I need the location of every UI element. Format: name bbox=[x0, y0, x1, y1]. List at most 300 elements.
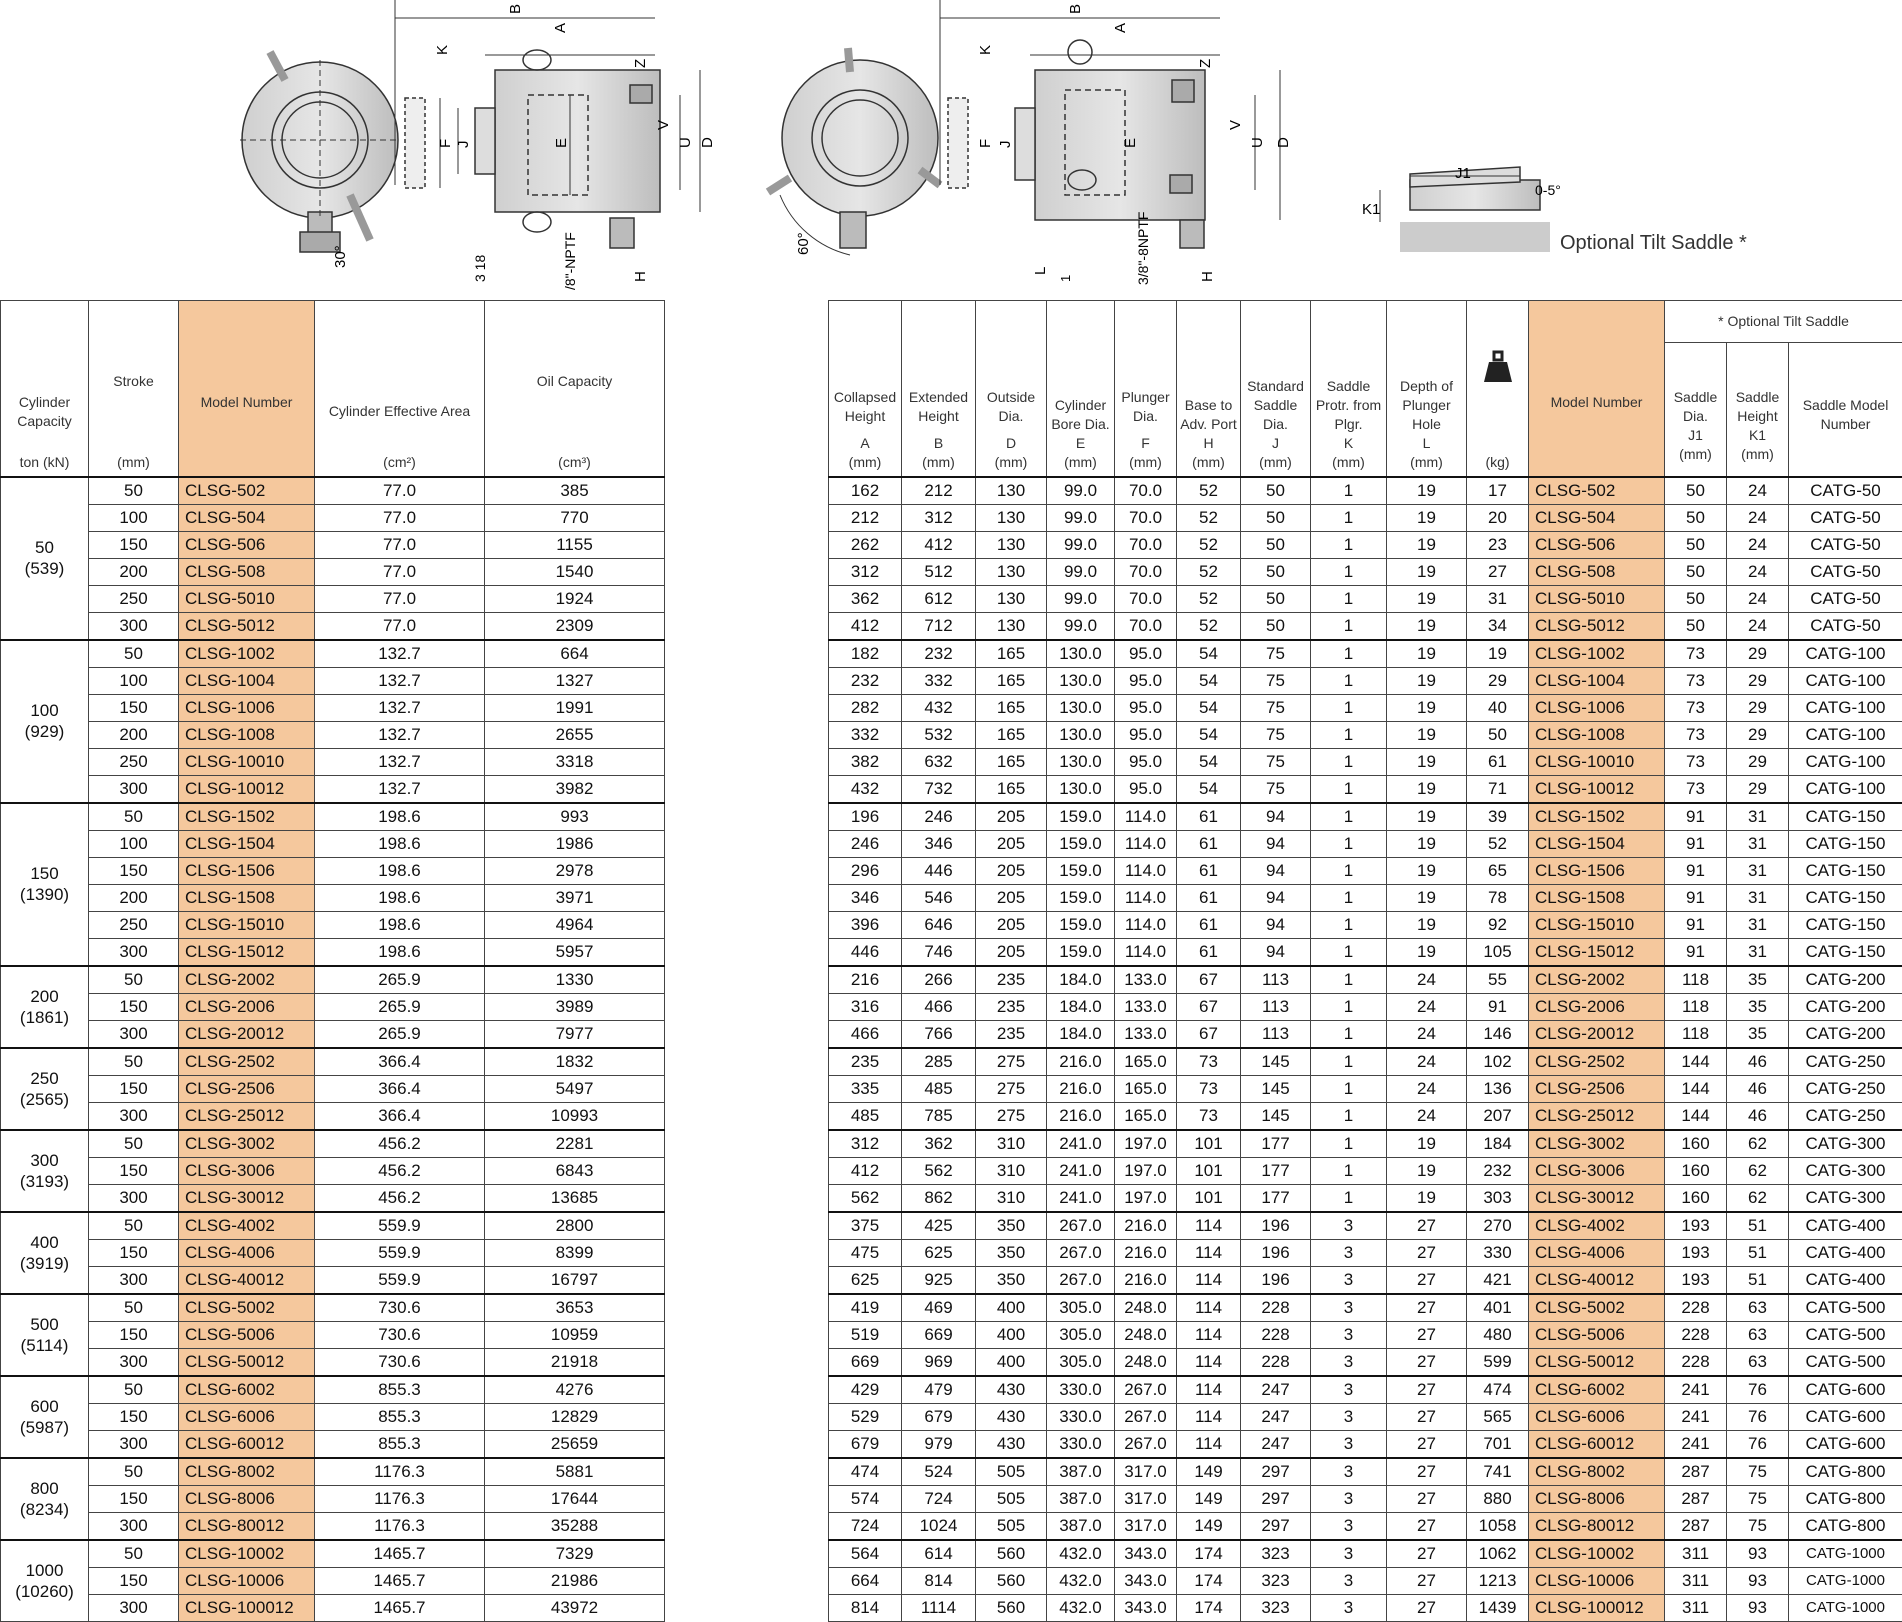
area-cell: 198.6 bbox=[315, 803, 485, 831]
weight-cell: 1062 bbox=[1467, 1540, 1529, 1568]
stroke-cell: 150 bbox=[89, 1485, 179, 1512]
L-cell: 27 bbox=[1387, 1321, 1467, 1348]
dim-E-right: E bbox=[1122, 138, 1139, 148]
saddle-model-cell: CATG-100 bbox=[1789, 721, 1902, 748]
K-cell: 3 bbox=[1311, 1485, 1387, 1512]
K1-cell: 62 bbox=[1727, 1157, 1789, 1184]
A-cell: 212 bbox=[829, 504, 902, 531]
K-cell: 1 bbox=[1311, 694, 1387, 721]
J1-cell: 118 bbox=[1665, 1020, 1727, 1048]
model-cell: CLSG-40012 bbox=[179, 1266, 315, 1294]
header-oil-label: Oil Capacity bbox=[485, 372, 664, 391]
H-cell: 114 bbox=[1177, 1430, 1241, 1458]
header-E-label: Cylinder Bore Dia. bbox=[1047, 396, 1114, 434]
A-cell: 429 bbox=[829, 1376, 902, 1404]
H-cell: 54 bbox=[1177, 721, 1241, 748]
stroke-cell: 200 bbox=[89, 884, 179, 911]
stroke-cell: 150 bbox=[89, 1157, 179, 1184]
A-cell: 412 bbox=[829, 612, 902, 640]
oil-cell: 3989 bbox=[485, 993, 665, 1020]
area-cell: 366.4 bbox=[315, 1102, 485, 1130]
L-cell: 19 bbox=[1387, 911, 1467, 938]
weight-cell: 55 bbox=[1467, 966, 1529, 994]
F-cell: 70.0 bbox=[1115, 504, 1177, 531]
H-cell: 52 bbox=[1177, 531, 1241, 558]
D-cell: 130 bbox=[976, 504, 1047, 531]
K-cell: 1 bbox=[1311, 911, 1387, 938]
header-saddle-model-label: Saddle Model Number bbox=[1789, 396, 1902, 434]
model-cell: CLSG-10006 bbox=[1529, 1567, 1665, 1594]
header-K1-units: (mm) bbox=[1727, 445, 1788, 464]
header-J1-label: Saddle Dia. bbox=[1665, 388, 1726, 426]
stroke-cell: 50 bbox=[89, 1458, 179, 1486]
model-cell: CLSG-100012 bbox=[179, 1594, 315, 1621]
A-cell: 262 bbox=[829, 531, 902, 558]
E-cell: 99.0 bbox=[1047, 531, 1115, 558]
saddle-model-cell: CATG-200 bbox=[1789, 966, 1902, 994]
L-cell: 27 bbox=[1387, 1567, 1467, 1594]
L-cell: 27 bbox=[1387, 1239, 1467, 1266]
J-cell: 50 bbox=[1241, 504, 1311, 531]
weight-cell: 29 bbox=[1467, 667, 1529, 694]
capacity-ton: 250 bbox=[1, 1068, 88, 1089]
H-cell: 52 bbox=[1177, 477, 1241, 505]
E-cell: 330.0 bbox=[1047, 1403, 1115, 1430]
K-cell: 1 bbox=[1311, 667, 1387, 694]
E-cell: 159.0 bbox=[1047, 884, 1115, 911]
saddle-model-cell: CATG-600 bbox=[1789, 1376, 1902, 1404]
B-cell: 969 bbox=[902, 1348, 976, 1376]
L-cell: 19 bbox=[1387, 504, 1467, 531]
D-cell: 205 bbox=[976, 857, 1047, 884]
table-row bbox=[1, 1540, 665, 1568]
B-cell: 632 bbox=[902, 748, 976, 775]
L-cell: 19 bbox=[1387, 1184, 1467, 1212]
header-E bbox=[1047, 301, 1115, 477]
D-cell: 130 bbox=[976, 612, 1047, 640]
E-cell: 305.0 bbox=[1047, 1294, 1115, 1322]
L-cell: 19 bbox=[1387, 694, 1467, 721]
H-cell: 114 bbox=[1177, 1376, 1241, 1404]
weight-cell: 401 bbox=[1467, 1294, 1529, 1322]
table-row bbox=[829, 558, 1902, 585]
K1-cell: 62 bbox=[1727, 1130, 1789, 1158]
area-cell: 855.3 bbox=[315, 1403, 485, 1430]
J1-cell: 91 bbox=[1665, 857, 1727, 884]
H-cell: 114 bbox=[1177, 1239, 1241, 1266]
saddle-model-cell: CATG-150 bbox=[1789, 857, 1902, 884]
H-cell: 114 bbox=[1177, 1348, 1241, 1376]
J-cell: 247 bbox=[1241, 1376, 1311, 1404]
area-cell: 1465.7 bbox=[315, 1540, 485, 1568]
table-row bbox=[1, 1403, 665, 1430]
header-A-units: (mm) bbox=[829, 453, 901, 472]
model-cell: CLSG-80012 bbox=[179, 1512, 315, 1540]
model-cell: CLSG-5012 bbox=[1529, 612, 1665, 640]
L-cell: 19 bbox=[1387, 938, 1467, 966]
F-cell: 216.0 bbox=[1115, 1212, 1177, 1240]
oil-cell: 2978 bbox=[485, 857, 665, 884]
dim-H-right: H bbox=[1199, 271, 1216, 282]
weight-cell: 78 bbox=[1467, 884, 1529, 911]
header-A-sym: A bbox=[829, 434, 901, 453]
F-cell: 197.0 bbox=[1115, 1130, 1177, 1158]
D-cell: 310 bbox=[976, 1157, 1047, 1184]
stroke-cell: 300 bbox=[89, 938, 179, 966]
J1-cell: 193 bbox=[1665, 1266, 1727, 1294]
table-row bbox=[829, 1430, 1902, 1458]
H-cell: 114 bbox=[1177, 1403, 1241, 1430]
stroke-cell: 150 bbox=[89, 1321, 179, 1348]
header-tilt-group: * Optional Tilt Saddle bbox=[1665, 301, 1902, 343]
K1-cell: 31 bbox=[1727, 884, 1789, 911]
H-cell: 54 bbox=[1177, 667, 1241, 694]
header-J-label: Standard Saddle Dia. bbox=[1241, 377, 1310, 434]
K1-cell: 24 bbox=[1727, 558, 1789, 585]
J1-cell: 50 bbox=[1665, 504, 1727, 531]
stroke-cell: 150 bbox=[89, 1403, 179, 1430]
area-cell: 132.7 bbox=[315, 640, 485, 668]
area-cell: 366.4 bbox=[315, 1048, 485, 1076]
J-cell: 297 bbox=[1241, 1512, 1311, 1540]
K1-cell: 29 bbox=[1727, 667, 1789, 694]
K-cell: 1 bbox=[1311, 612, 1387, 640]
K-cell: 3 bbox=[1311, 1430, 1387, 1458]
saddle-model-cell: CATG-100 bbox=[1789, 640, 1902, 668]
weight-cell: 61 bbox=[1467, 748, 1529, 775]
header-K1-sym: K1 bbox=[1727, 426, 1788, 445]
J1-cell: 73 bbox=[1665, 667, 1727, 694]
saddle-model-cell: CATG-800 bbox=[1789, 1485, 1902, 1512]
J-cell: 50 bbox=[1241, 612, 1311, 640]
capacity-kn: (539) bbox=[1, 558, 88, 579]
header-weight-units: (kg) bbox=[1467, 453, 1528, 472]
L-cell: 27 bbox=[1387, 1403, 1467, 1430]
H-cell: 149 bbox=[1177, 1458, 1241, 1486]
E-cell: 159.0 bbox=[1047, 803, 1115, 831]
J1-cell: 311 bbox=[1665, 1540, 1727, 1568]
table-row bbox=[1, 1294, 665, 1322]
K-cell: 1 bbox=[1311, 938, 1387, 966]
J1-cell: 144 bbox=[1665, 1075, 1727, 1102]
F-cell: 114.0 bbox=[1115, 938, 1177, 966]
saddle-model-cell: CATG-150 bbox=[1789, 911, 1902, 938]
D-cell: 400 bbox=[976, 1321, 1047, 1348]
L-cell: 24 bbox=[1387, 1020, 1467, 1048]
oil-cell: 1330 bbox=[485, 966, 665, 994]
E-cell: 130.0 bbox=[1047, 694, 1115, 721]
table-row bbox=[1, 1512, 665, 1540]
header-capacity-label: Cylinder Capacity bbox=[1, 393, 88, 431]
oil-cell: 16797 bbox=[485, 1266, 665, 1294]
model-cell: CLSG-2502 bbox=[179, 1048, 315, 1076]
F-cell: 317.0 bbox=[1115, 1512, 1177, 1540]
model-cell: CLSG-15012 bbox=[179, 938, 315, 966]
L-cell: 27 bbox=[1387, 1594, 1467, 1621]
table-row bbox=[1, 775, 665, 803]
H-cell: 174 bbox=[1177, 1594, 1241, 1621]
area-cell: 132.7 bbox=[315, 775, 485, 803]
H-cell: 101 bbox=[1177, 1157, 1241, 1184]
B-cell: 546 bbox=[902, 884, 976, 911]
header-H-units: (mm) bbox=[1177, 453, 1240, 472]
stroke-cell: 150 bbox=[89, 694, 179, 721]
D-cell: 505 bbox=[976, 1485, 1047, 1512]
oil-cell: 3653 bbox=[485, 1294, 665, 1322]
saddle-model-cell: CATG-800 bbox=[1789, 1458, 1902, 1486]
table-row bbox=[829, 1321, 1902, 1348]
right-top-view bbox=[768, 48, 940, 255]
F-cell: 317.0 bbox=[1115, 1458, 1177, 1486]
F-cell: 70.0 bbox=[1115, 477, 1177, 505]
L-cell: 24 bbox=[1387, 1102, 1467, 1130]
capacity-cell bbox=[1, 1294, 89, 1376]
K1-cell: 35 bbox=[1727, 993, 1789, 1020]
K1-cell: 51 bbox=[1727, 1239, 1789, 1266]
model-cell: CLSG-1508 bbox=[179, 884, 315, 911]
J-cell: 75 bbox=[1241, 721, 1311, 748]
F-cell: 267.0 bbox=[1115, 1403, 1177, 1430]
J-cell: 323 bbox=[1241, 1540, 1311, 1568]
D-cell: 205 bbox=[976, 803, 1047, 831]
J1-cell: 160 bbox=[1665, 1130, 1727, 1158]
capacity-kn: (3193) bbox=[1, 1171, 88, 1192]
header-stroke-label: Stroke bbox=[89, 372, 178, 391]
header-F bbox=[1115, 301, 1177, 477]
A-cell: 562 bbox=[829, 1184, 902, 1212]
dim-L-right: L bbox=[1032, 267, 1049, 275]
capacity-ton: 500 bbox=[1, 1314, 88, 1335]
D-cell: 310 bbox=[976, 1130, 1047, 1158]
K1-cell: 93 bbox=[1727, 1567, 1789, 1594]
K1-cell: 75 bbox=[1727, 1485, 1789, 1512]
table-row bbox=[1, 694, 665, 721]
table-row bbox=[1, 667, 665, 694]
J-cell: 228 bbox=[1241, 1348, 1311, 1376]
L-cell: 19 bbox=[1387, 1157, 1467, 1184]
header-H bbox=[1177, 301, 1241, 477]
table-row bbox=[829, 585, 1902, 612]
model-cell: CLSG-4002 bbox=[1529, 1212, 1665, 1240]
J1-cell: 228 bbox=[1665, 1348, 1727, 1376]
H-cell: 101 bbox=[1177, 1184, 1241, 1212]
J-cell: 75 bbox=[1241, 694, 1311, 721]
area-cell: 77.0 bbox=[315, 504, 485, 531]
weight-cell: 146 bbox=[1467, 1020, 1529, 1048]
capacity-ton: 100 bbox=[1, 700, 88, 721]
E-cell: 184.0 bbox=[1047, 993, 1115, 1020]
L-cell: 19 bbox=[1387, 640, 1467, 668]
oil-cell: 3318 bbox=[485, 748, 665, 775]
right-spec-table bbox=[828, 300, 1902, 1622]
K1-cell: 29 bbox=[1727, 775, 1789, 803]
B-cell: 646 bbox=[902, 911, 976, 938]
table-row bbox=[829, 857, 1902, 884]
K1-cell: 46 bbox=[1727, 1075, 1789, 1102]
L-cell: 19 bbox=[1387, 884, 1467, 911]
saddle-model-cell: CATG-1000 bbox=[1789, 1594, 1902, 1621]
oil-cell: 12829 bbox=[485, 1403, 665, 1430]
capacity-cell bbox=[1, 1376, 89, 1458]
weight-cell: 17 bbox=[1467, 477, 1529, 505]
model-cell: CLSG-10012 bbox=[179, 775, 315, 803]
K1-cell: 93 bbox=[1727, 1594, 1789, 1621]
area-cell: 855.3 bbox=[315, 1430, 485, 1458]
D-cell: 430 bbox=[976, 1430, 1047, 1458]
model-cell: CLSG-2002 bbox=[179, 966, 315, 994]
E-cell: 130.0 bbox=[1047, 775, 1115, 803]
B-cell: 332 bbox=[902, 667, 976, 694]
J-cell: 75 bbox=[1241, 640, 1311, 668]
capacity-kn: (2565) bbox=[1, 1089, 88, 1110]
header-F-units: (mm) bbox=[1115, 453, 1176, 472]
K-cell: 3 bbox=[1311, 1348, 1387, 1376]
B-cell: 746 bbox=[902, 938, 976, 966]
E-cell: 387.0 bbox=[1047, 1458, 1115, 1486]
model-cell: CLSG-1502 bbox=[1529, 803, 1665, 831]
K-cell: 3 bbox=[1311, 1266, 1387, 1294]
header-weight bbox=[1467, 301, 1529, 477]
header-K bbox=[1311, 301, 1387, 477]
oil-cell: 35288 bbox=[485, 1512, 665, 1540]
oil-cell: 25659 bbox=[485, 1430, 665, 1458]
J1-cell: 311 bbox=[1665, 1567, 1727, 1594]
saddle-model-cell: CATG-500 bbox=[1789, 1348, 1902, 1376]
saddle-model-cell: CATG-600 bbox=[1789, 1403, 1902, 1430]
K-cell: 1 bbox=[1311, 477, 1387, 505]
H-cell: 67 bbox=[1177, 993, 1241, 1020]
area-cell: 559.9 bbox=[315, 1239, 485, 1266]
saddle-model-cell: CATG-300 bbox=[1789, 1184, 1902, 1212]
A-cell: 332 bbox=[829, 721, 902, 748]
stroke-cell: 100 bbox=[89, 504, 179, 531]
K-cell: 1 bbox=[1311, 830, 1387, 857]
oil-cell: 7977 bbox=[485, 1020, 665, 1048]
weight-cell: 31 bbox=[1467, 585, 1529, 612]
J1-cell: 287 bbox=[1665, 1458, 1727, 1486]
K1-cell: 29 bbox=[1727, 640, 1789, 668]
dim-U-right: U bbox=[1249, 137, 1266, 148]
header-model bbox=[179, 301, 315, 477]
L-cell: 19 bbox=[1387, 775, 1467, 803]
header-A bbox=[829, 301, 902, 477]
weight-cell: 1213 bbox=[1467, 1567, 1529, 1594]
model-cell: CLSG-1502 bbox=[179, 803, 315, 831]
header-J-sym: J bbox=[1241, 434, 1310, 453]
B-cell: 412 bbox=[902, 531, 976, 558]
header-J-units: (mm) bbox=[1241, 453, 1310, 472]
J1-cell: 91 bbox=[1665, 911, 1727, 938]
oil-cell: 10959 bbox=[485, 1321, 665, 1348]
model-cell: CLSG-2506 bbox=[1529, 1075, 1665, 1102]
area-cell: 77.0 bbox=[315, 585, 485, 612]
model-cell: CLSG-6006 bbox=[179, 1403, 315, 1430]
model-cell: CLSG-25012 bbox=[179, 1102, 315, 1130]
D-cell: 275 bbox=[976, 1102, 1047, 1130]
oil-cell: 5497 bbox=[485, 1075, 665, 1102]
capacity-ton: 600 bbox=[1, 1396, 88, 1417]
table-row bbox=[1, 884, 665, 911]
dim-D-right: D bbox=[1275, 137, 1292, 148]
D-cell: 350 bbox=[976, 1212, 1047, 1240]
H-cell: 73 bbox=[1177, 1102, 1241, 1130]
stroke-cell: 50 bbox=[89, 966, 179, 994]
table-row bbox=[829, 1403, 1902, 1430]
J1-cell: 73 bbox=[1665, 640, 1727, 668]
A-cell: 346 bbox=[829, 884, 902, 911]
weight-cell: 92 bbox=[1467, 911, 1529, 938]
B-cell: 532 bbox=[902, 721, 976, 748]
model-cell: CLSG-30012 bbox=[1529, 1184, 1665, 1212]
E-cell: 241.0 bbox=[1047, 1184, 1115, 1212]
D-cell: 165 bbox=[976, 721, 1047, 748]
F-cell: 216.0 bbox=[1115, 1239, 1177, 1266]
J1-cell: 160 bbox=[1665, 1157, 1727, 1184]
table-row bbox=[1, 1075, 665, 1102]
area-cell: 77.0 bbox=[315, 477, 485, 505]
model-cell: CLSG-6006 bbox=[1529, 1403, 1665, 1430]
L-cell: 19 bbox=[1387, 477, 1467, 505]
D-cell: 430 bbox=[976, 1403, 1047, 1430]
K1-cell: 24 bbox=[1727, 477, 1789, 505]
J1-cell: 50 bbox=[1665, 531, 1727, 558]
table-row bbox=[829, 1540, 1902, 1568]
oil-cell: 1991 bbox=[485, 694, 665, 721]
F-cell: 114.0 bbox=[1115, 911, 1177, 938]
model-cell: CLSG-40012 bbox=[1529, 1266, 1665, 1294]
D-cell: 560 bbox=[976, 1594, 1047, 1621]
model-cell: CLSG-2506 bbox=[179, 1075, 315, 1102]
table-row bbox=[829, 884, 1902, 911]
D-cell: 350 bbox=[976, 1239, 1047, 1266]
oil-cell: 993 bbox=[485, 803, 665, 831]
area-cell: 366.4 bbox=[315, 1075, 485, 1102]
K1-cell: 63 bbox=[1727, 1321, 1789, 1348]
capacity-cell bbox=[1, 477, 89, 640]
A-cell: 564 bbox=[829, 1540, 902, 1568]
E-cell: 216.0 bbox=[1047, 1048, 1115, 1076]
weight-cell: 565 bbox=[1467, 1403, 1529, 1430]
F-cell: 248.0 bbox=[1115, 1348, 1177, 1376]
model-cell: CLSG-6002 bbox=[179, 1376, 315, 1404]
stroke-cell: 150 bbox=[89, 993, 179, 1020]
B-cell: 312 bbox=[902, 504, 976, 531]
model-cell: CLSG-5010 bbox=[179, 585, 315, 612]
J-cell: 50 bbox=[1241, 477, 1311, 505]
area-cell: 77.0 bbox=[315, 531, 485, 558]
H-cell: 54 bbox=[1177, 775, 1241, 803]
A-cell: 196 bbox=[829, 803, 902, 831]
stroke-cell: 300 bbox=[89, 612, 179, 640]
model-cell: CLSG-2502 bbox=[1529, 1048, 1665, 1076]
model-cell: CLSG-1002 bbox=[179, 640, 315, 668]
model-cell: CLSG-8002 bbox=[179, 1458, 315, 1486]
header-F-label: Plunger Dia. bbox=[1115, 388, 1176, 426]
left-top-view bbox=[240, 52, 400, 252]
table-row bbox=[1, 1376, 665, 1404]
L-cell: 24 bbox=[1387, 993, 1467, 1020]
A-cell: 419 bbox=[829, 1294, 902, 1322]
L-cell: 19 bbox=[1387, 558, 1467, 585]
model-cell: CLSG-502 bbox=[1529, 477, 1665, 505]
K-cell: 3 bbox=[1311, 1458, 1387, 1486]
capacity-kn: (5114) bbox=[1, 1335, 88, 1356]
H-cell: 67 bbox=[1177, 1020, 1241, 1048]
D-cell: 205 bbox=[976, 884, 1047, 911]
J1-cell: 73 bbox=[1665, 694, 1727, 721]
area-cell: 456.2 bbox=[315, 1130, 485, 1158]
K-cell: 1 bbox=[1311, 993, 1387, 1020]
